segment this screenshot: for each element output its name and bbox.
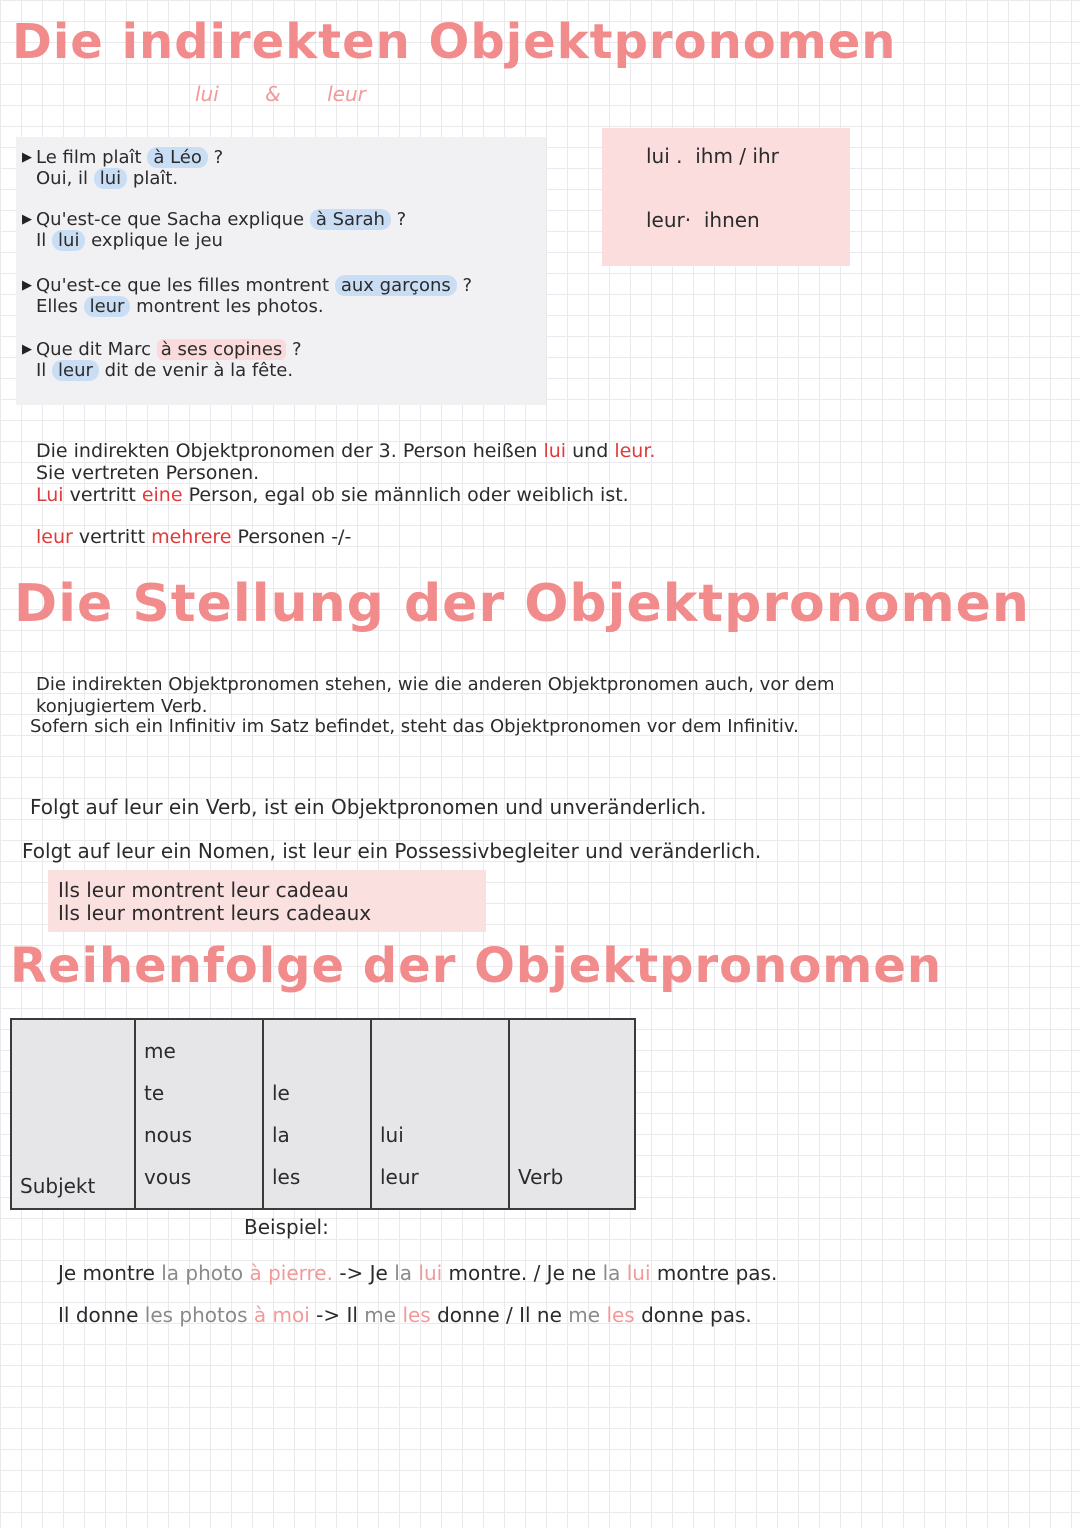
example-answer: Elles leur montrent les photos. (36, 296, 324, 317)
example-question: Qu'est-ce que les filles montrent aux garçons ? (36, 275, 473, 296)
page-title: Die indirekten Objektpronomen (12, 14, 897, 70)
order-col-1 (135, 1019, 263, 1209)
translation-box (602, 128, 850, 266)
bullet-icon: ▶ (22, 278, 32, 293)
order-item: leur (380, 1165, 419, 1189)
example-answer: Il lui explique le jeu (36, 230, 223, 251)
example-2 (22, 209, 407, 251)
order-col-verb (509, 1019, 635, 1209)
example-3 (22, 275, 473, 317)
example-answer: Il leur dit de venir à la fête. (36, 360, 294, 381)
translation-leur: leur· ihnen (646, 208, 760, 232)
bullet-icon: ▶ (22, 212, 32, 227)
beispiel-line-2: Il donne les photos à moi -> Il me les donne / Il ne me les donne pas. (58, 1303, 752, 1327)
order-item: lui (380, 1123, 404, 1147)
subtitle-amp: & (265, 82, 281, 106)
folgt-line-1: Folgt auf leur ein Verb, ist ein Objektpronomen und unveränderlich. (30, 795, 707, 819)
stellung-line-3: Sofern sich ein Infinitiv im Satz befindet, steht das Objektpronomen vor dem Infinitiv. (30, 716, 799, 737)
bullet-icon: ▶ (22, 150, 32, 165)
stellung-line-2: konjugiertem Verb. (36, 696, 208, 717)
folgt-line-2: Folgt auf leur ein Nomen, ist leur ein Possessivbegleiter und veränderlich. (22, 839, 762, 863)
subtitle-lui: lui (195, 82, 219, 106)
order-col-subjekt (11, 1019, 135, 1209)
order-item: me (144, 1039, 176, 1063)
stellung-line-1: Die indirekten Objektpronomen stehen, wie die anderen Objektpronomen auch, vor dem (36, 674, 835, 695)
order-item: les (272, 1165, 301, 1189)
order-col-3 (371, 1019, 509, 1209)
leur-example-1: Ils leur montrent leur cadeau (58, 878, 349, 902)
translation-lui: lui . ihm / ihr (646, 144, 779, 168)
example-question: Que dit Marc à ses copines ? (36, 339, 302, 360)
order-item: Subjekt (20, 1174, 96, 1198)
beispiel-line-1: Je montre la photo à pierre. -> Je la lui montre. / Je ne la lui montre pas. (58, 1261, 778, 1285)
example-1 (22, 147, 224, 189)
order-col-2 (263, 1019, 371, 1209)
explanation-line-3: Lui vertritt eine Person, egal ob sie männlich oder weiblich ist. (36, 484, 629, 506)
bullet-icon: ▶ (22, 342, 32, 357)
section-heading-reihenfolge: Reihenfolge der Objektpronomen (10, 938, 943, 994)
explanation-line-4: leur vertritt mehrere Personen -/- (36, 526, 352, 548)
example-question: Qu'est-ce que Sacha explique à Sarah ? (36, 209, 407, 230)
subtitle (195, 82, 366, 106)
order-item: vous (144, 1165, 192, 1189)
explanation-line-1: Die indirekten Objektpronomen der 3. Person heißen lui und leur. (36, 440, 656, 462)
order-item: te (144, 1081, 165, 1105)
order-item: la (272, 1123, 290, 1147)
leur-example-2: Ils leur montrent leurs cadeaux (58, 901, 372, 925)
explanation-line-2: Sie vertreten Personen. (36, 462, 260, 484)
example-answer: Oui, il lui plaît. (36, 168, 179, 189)
order-table (10, 1018, 636, 1210)
section-heading-stellung: Die Stellung der Objektpronomen (14, 574, 1030, 634)
order-item: nous (144, 1123, 193, 1147)
order-item: Verb (518, 1165, 564, 1189)
examples-box (16, 137, 546, 405)
beispiel-label: Beispiel: (244, 1215, 329, 1239)
leur-example-box (48, 870, 486, 932)
subtitle-leur: leur (327, 82, 366, 106)
order-item: le (272, 1081, 290, 1105)
example-question: Le film plaît à Léo ? (36, 147, 224, 168)
example-4 (22, 339, 302, 381)
